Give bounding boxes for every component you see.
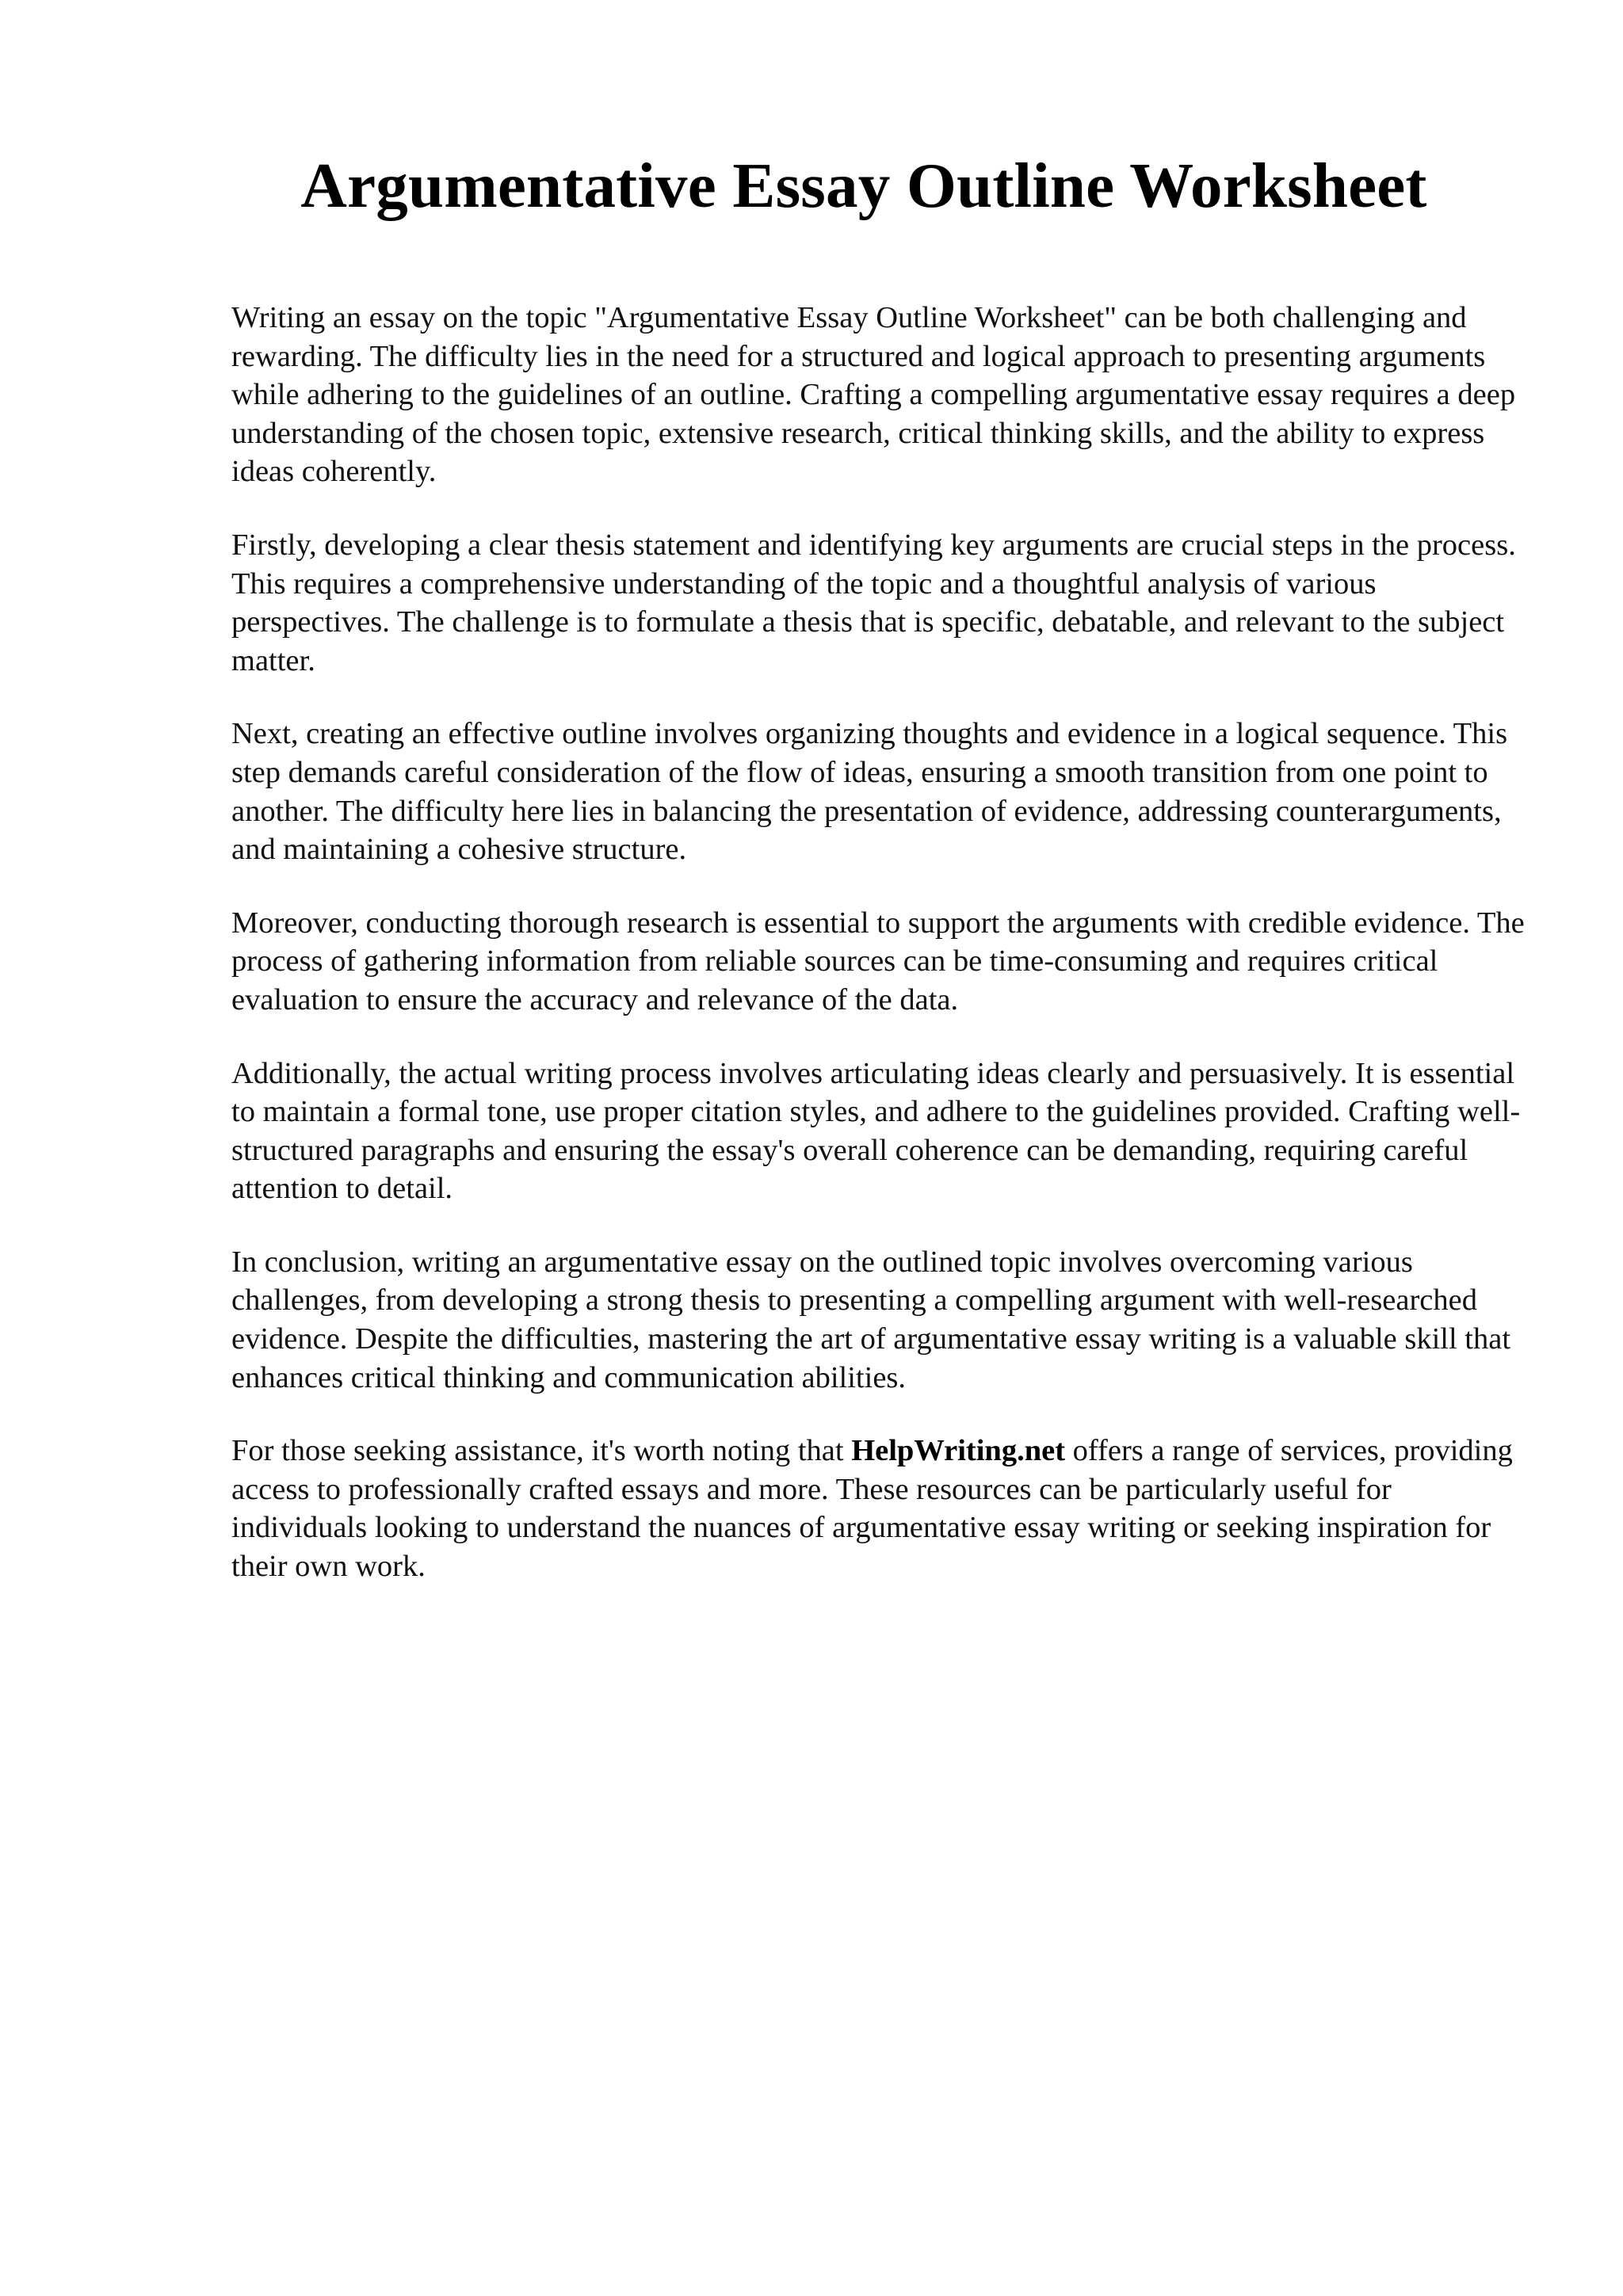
- document-title: Argumentative Essay Outline Worksheet: [300, 150, 1427, 221]
- paragraph-outline: Next, creating an effective outline involves organizing thoughts and evidence in a logical sequence. This step demands careful consideration of the flow of ideas, ensuring a smooth transition from one point to another. The difficulty here lies in balancing the presentation of evidence, addressing counterarguments, and maintaining a cohesive structure.: [231, 717, 1508, 867]
- closing-text-before: For those seeking assistance, it's worth noting that: [231, 1434, 852, 1468]
- document-body: [231, 299, 1525, 1621]
- closing-text-after: offers a range of services, providing access to professionally crafted essays and more. These resources can be particularly useful for individuals looking to understand the nuances of argumentative essay writing or seeking inspiration for their own work.: [231, 1434, 1513, 1584]
- helpwriting-link[interactable]: HelpWriting.net: [851, 1434, 1066, 1468]
- paragraph-writing: Additionally, the actual writing process involves articulating ideas clearly and persuasively. It is essential to maintain a formal tone, use proper citation styles, and adhere to the guidelines provided. Crafting well-structured paragraphs and ensuring the essay's overall coherence can be demanding, requiring careful attention to detail.: [231, 1056, 1521, 1206]
- paragraph-conclusion: In conclusion, writing an argumentative essay on the outlined topic involves overcoming various challenges, from developing a strong thesis to presenting a compelling argument with well-researched evidence. Despite the difficulties, mastering the art of argumentative essay writing is a valuable skill that enhances critical thinking and communication abilities.: [231, 1245, 1511, 1394]
- paragraph-closing: [231, 1432, 1525, 1585]
- paragraph-intro: Writing an essay on the topic "Argumentative Essay Outline Worksheet" can be both challenging and rewarding. The difficulty lies in the need for a structured and logical approach to presenting arguments while adhering to the guidelines of an outline. Crafting a compelling argumentative essay requires a deep understanding of the chosen topic, extensive research, critical thinking skills, and the ability to express ideas coherently.: [231, 301, 1516, 489]
- paragraph-research: Moreover, conducting thorough research is essential to support the arguments with credible evidence. The process of gathering information from reliable sources can be time-consuming and requires critical evaluation to ensure the accuracy and relevance of the data.: [231, 906, 1525, 1016]
- paragraph-thesis: Firstly, developing a clear thesis statement and identifying key arguments are crucial steps in the process. This requires a comprehensive understanding of the topic and a thoughtful analysis of various perspectives. The challenge is to formulate a thesis that is specific, debatable, and relevant to the subject matter.: [231, 528, 1516, 677]
